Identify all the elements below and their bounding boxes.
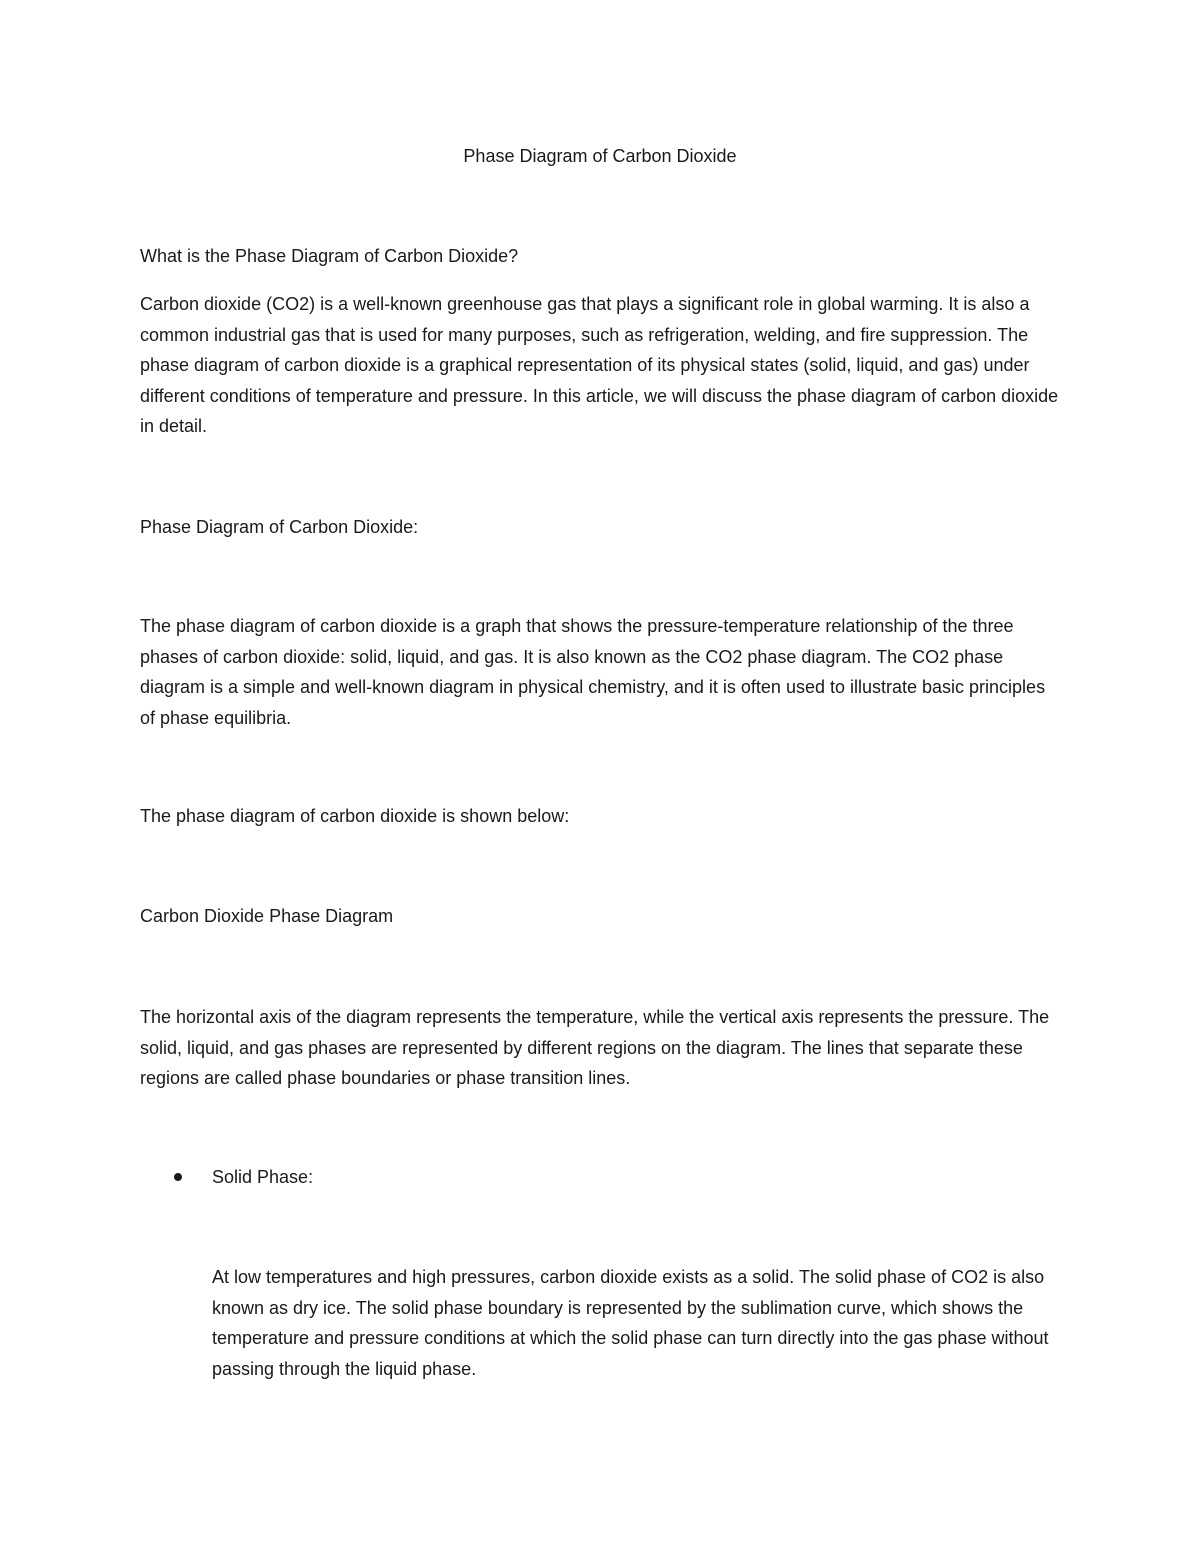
bullet-label: Solid Phase: — [212, 1167, 314, 1187]
bullet-item-solid-phase — [140, 1162, 1065, 1193]
axes-paragraph: The horizontal axis of the diagram represents the temperature, while the vertical axis represents the pressure. The solid, liquid, and gas phases are represented by different regions on the diagram. The lines that separate these regions are called phase boundaries or phase transition lines. — [140, 1007, 1050, 1088]
bullet-icon — [174, 1173, 182, 1181]
solid-phase-paragraph: At low temperatures and high pressures, carbon dioxide exists as a solid. The solid phase of CO2 is also known as dry ice. The solid phase boundary is represented by the sublimation curve, which shows the temperature and pressure conditions at which the solid phase can turn directly into the gas phase without passing through the liquid phase. — [212, 1267, 1049, 1379]
document-title: Phase Diagram of Carbon Dioxide — [463, 146, 737, 166]
intro-paragraph: Carbon dioxide (CO2) is a well-known greenhouse gas that plays a significant role in global warming. It is also a common industrial gas that is used for many purposes, such as refrigeration, welding, and fire suppression. The phase diagram of carbon dioxide is a graphical representation of its physical states (solid, liquid, and gas) under different conditions of temperature and pressure. In this article, we will discuss the phase diagram of carbon dioxide in detail. — [140, 294, 1059, 436]
figure-caption: Carbon Dioxide Phase Diagram — [140, 906, 394, 926]
section-paragraph: The phase diagram of carbon dioxide is a graph that shows the pressure-temperature relationship of the three phases of carbon dioxide: solid, liquid, and gas. It is also known as the CO2 phase diagram. The CO2 phase diagram is a simple and well-known diagram in physical chemistry, and it is often used to illustrate basic principles of phase equilibria. — [140, 616, 1046, 728]
section-heading: Phase Diagram of Carbon Dioxide: — [140, 517, 419, 537]
shown-below-text: The phase diagram of carbon dioxide is shown below: — [140, 806, 570, 826]
question-heading: What is the Phase Diagram of Carbon Dioxide? — [140, 246, 519, 266]
